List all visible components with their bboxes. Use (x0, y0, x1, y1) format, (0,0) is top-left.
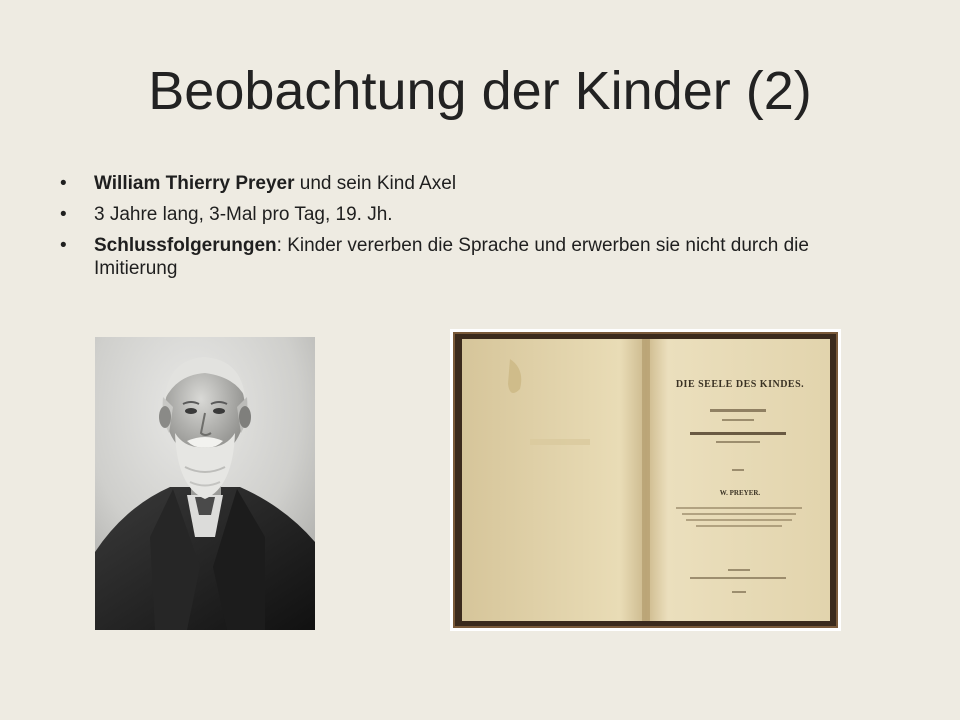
bullet-item-1 (60, 172, 880, 195)
slide-title: Beobachtung der Kinder (2) (148, 61, 812, 121)
bullet-text: und sein Kind Axel (294, 173, 457, 194)
bullet-marker: • (60, 204, 67, 225)
portrait-photo (95, 337, 315, 630)
book-photo (450, 329, 841, 631)
bullet-marker: • (60, 173, 67, 194)
book-title: DIE SEELE DES KINDES. (675, 379, 805, 390)
bullet-item-2 (60, 203, 880, 226)
bullet-item-3 (60, 234, 880, 280)
title-page-lines (450, 329, 841, 631)
bullet-bold-text: William Thierry Preyer (94, 173, 295, 194)
bullet-text: 3 Jahre lang, 3-Mal pro Tag, 19. Jh. (94, 204, 393, 225)
portrait-illustration (95, 337, 315, 630)
bullet-bold-text: Schlussfolgerungen (94, 235, 277, 256)
book-author: W. PREYER. (719, 489, 761, 497)
bullet-marker: • (60, 235, 67, 256)
bullet-text: : Kinder vererben die Sprache und erwerben sie nicht durch die Imitierung (94, 235, 809, 279)
bullet-list (60, 172, 880, 288)
